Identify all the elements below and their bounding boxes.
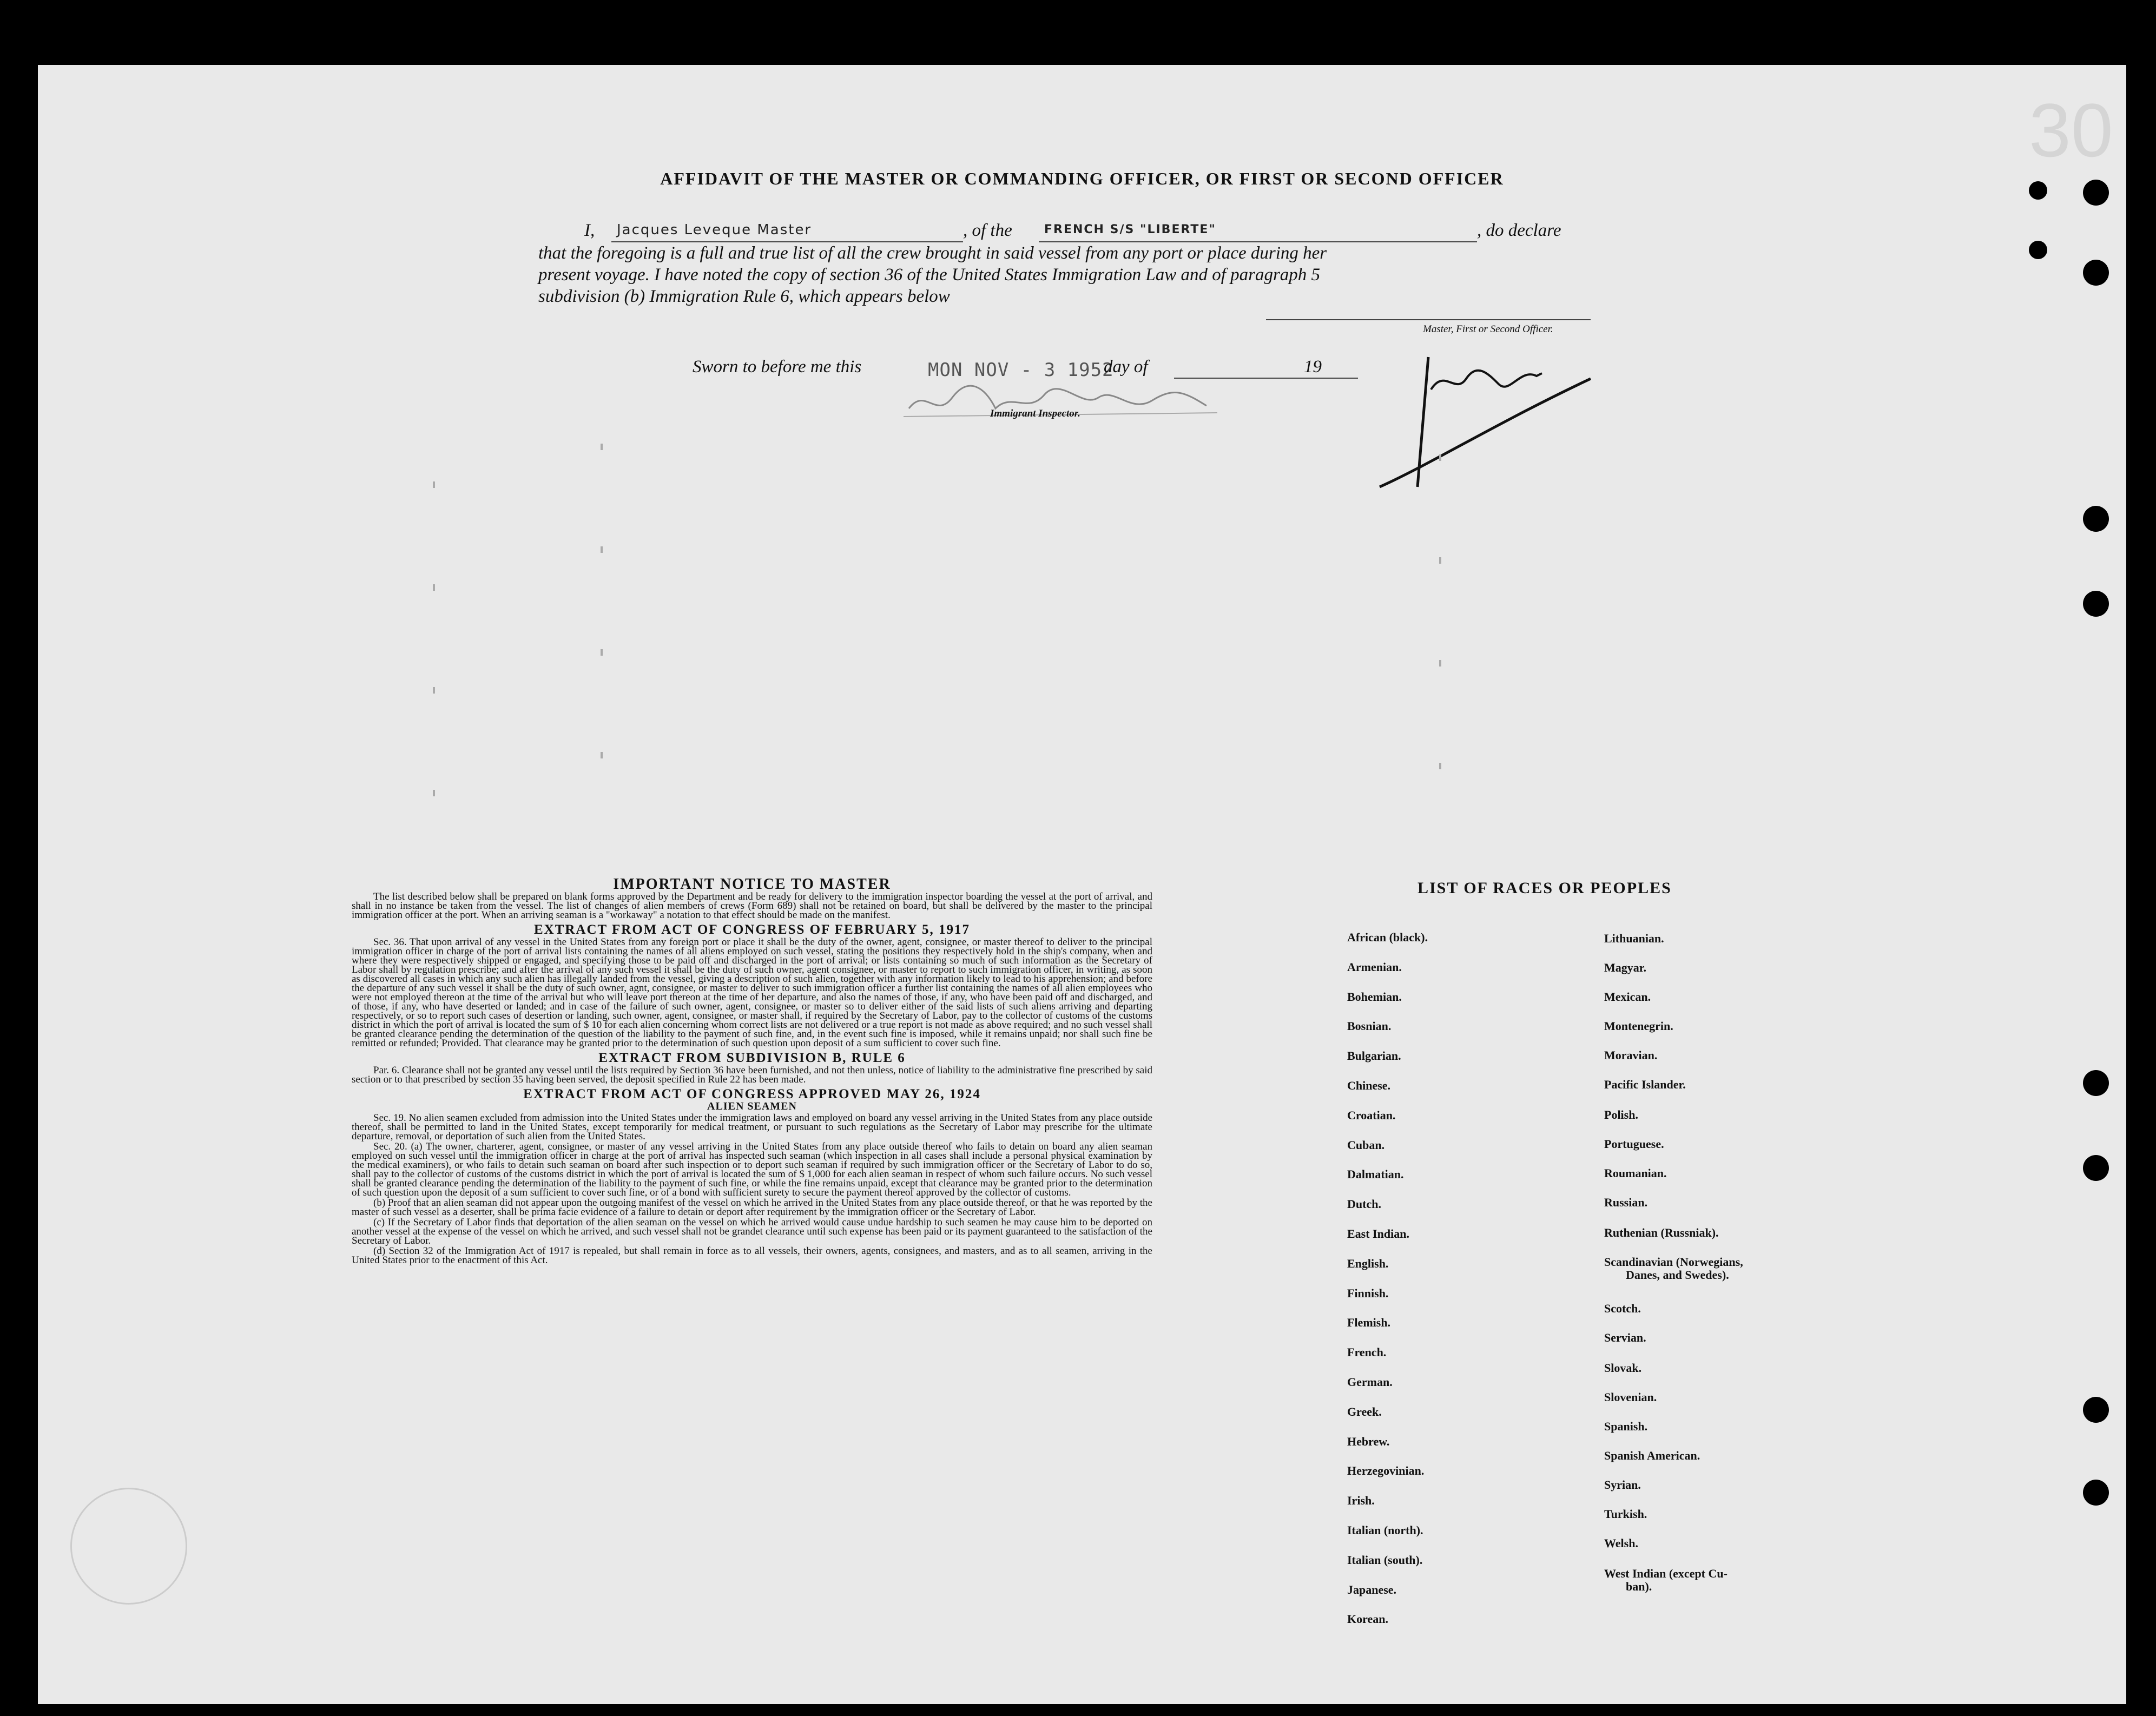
races-title: LIST OF RACES OR PEOPLES bbox=[1417, 879, 1672, 897]
extract3-sec19: Sec. 19. No alien seamen excluded from admission into the United States under the immigration laws and employed on board any vessel arriving in the United States from any place outside thereof, shall be permitted to land in the United States, except temporarily for medical treatment, or pursuant to such regulations as the Secretary of Labor may prescribe for the ultimate departure, removal, or deportation of such alien from the United States. bbox=[352, 1112, 1152, 1142]
faint-mark bbox=[1439, 763, 1441, 769]
race-item: Pacific Islander. bbox=[1604, 1078, 1686, 1091]
race-item: Herzegovinian. bbox=[1347, 1464, 1425, 1478]
race-item: Bosnian. bbox=[1347, 1019, 1392, 1033]
race-item: Slovak. bbox=[1604, 1361, 1642, 1375]
notice-title: IMPORTANT NOTICE TO MASTER bbox=[613, 876, 891, 893]
race-item: West Indian (except Cu- bbox=[1604, 1567, 1728, 1580]
embossed-seal bbox=[70, 1488, 187, 1605]
race-item: Hebrew. bbox=[1347, 1434, 1390, 1448]
race-item: Magyar. bbox=[1604, 961, 1647, 974]
race-item: ban). bbox=[1626, 1580, 1652, 1593]
declaration-i: I, bbox=[584, 221, 595, 240]
faint-mark bbox=[433, 481, 435, 488]
declaration-line-2: that the foregoing is a full and true list of all the crew brought in said vessel from any port or place during her bbox=[538, 243, 1327, 263]
race-item: Armenian. bbox=[1347, 960, 1402, 974]
race-item: Spanish American. bbox=[1604, 1449, 1700, 1462]
faint-mark bbox=[1439, 454, 1441, 461]
race-item: Turkish. bbox=[1604, 1507, 1647, 1521]
faint-mark bbox=[601, 752, 603, 758]
race-item: Moravian. bbox=[1604, 1048, 1658, 1062]
race-item: Spanish. bbox=[1604, 1420, 1648, 1433]
race-item: Korean. bbox=[1347, 1612, 1388, 1626]
vessel-name: FRENCH S/S "LIBERTE" bbox=[1044, 223, 1216, 236]
punch-hole bbox=[2083, 1480, 2109, 1506]
faint-mark bbox=[601, 444, 603, 450]
race-item: German. bbox=[1347, 1375, 1393, 1389]
race-item: Chinese. bbox=[1347, 1079, 1391, 1092]
document-page bbox=[38, 65, 2126, 1704]
punch-hole bbox=[2083, 1155, 2109, 1181]
sworn-text: Sworn to before me this bbox=[693, 357, 862, 377]
faint-mark bbox=[601, 546, 603, 553]
race-item: Scandinavian (Norwegians, bbox=[1604, 1255, 1743, 1269]
punch-hole bbox=[2083, 506, 2109, 532]
race-item: Finnish. bbox=[1347, 1286, 1389, 1300]
punch-hole bbox=[2083, 1397, 2109, 1423]
important-notice bbox=[352, 876, 1152, 1266]
extract3-sec20a: Sec. 20. (a) The owner, charterer, agent, consignee, or master of any vessel arriving in the United States from any place outside thereof who fails to detain on board any alien seaman employed on such vessel until the immigration officer in charge at the port of arrival has inspected such seaman (which inspection in all cases shall include a personal physical examination by the medical examiners), or who fails to detain such seaman on board after such inspection or to deport such seaman if required by such immigration officer or the Secretary of Labor to do so, shall pay to the collector of customs of the customs district in which the port of arrival is located the sum of $ 1,000 for each alien seaman in respect of whom such failure occurs. No such vessel shall be granted clearance pending the determination of the liability to the payment of such fine, or while the fine remains unpaid, except that clearance may be granted prior to the determination of such question upon the deposit of a sum sufficient to cover such fine, or of a bond with sufficient surety to secure the payment thereof approved by the collector of customs. bbox=[352, 1141, 1152, 1198]
punch-hole bbox=[2083, 1070, 2109, 1096]
race-item: Servian. bbox=[1604, 1331, 1646, 1344]
race-item: Montenegrin. bbox=[1604, 1019, 1673, 1033]
date-stamp: MON NOV - 3 1952 bbox=[928, 359, 1114, 381]
faint-mark bbox=[601, 649, 603, 656]
race-item: Italian (south). bbox=[1347, 1553, 1423, 1567]
vessel-name-rule bbox=[1039, 241, 1477, 242]
race-item: Polish. bbox=[1604, 1108, 1638, 1121]
master-name-rule bbox=[611, 241, 963, 242]
race-item: Bohemian. bbox=[1347, 989, 1402, 1004]
race-item: French. bbox=[1347, 1345, 1387, 1359]
race-item: Flemish. bbox=[1347, 1316, 1391, 1330]
race-item: Portuguese. bbox=[1604, 1137, 1664, 1151]
extract3-sec20b: (b) Proof that an alien seaman did not appear upon the outgoing manifest of the vessel on which he arrived in the United States from any place outside thereof, or that he was reported by the master of such vessel as a deserter, shall be prima facie evidence of a failure to detain or deport after requirement by the immigration officer or the Secretary of Labor. bbox=[352, 1197, 1152, 1218]
of-the-text: , of the bbox=[963, 221, 1012, 240]
race-item: Scotch. bbox=[1604, 1302, 1641, 1315]
extract1-title: EXTRACT FROM ACT OF CONGRESS OF FEBRUARY 5, 1917 bbox=[533, 922, 971, 937]
race-item: Bulgarian. bbox=[1347, 1049, 1401, 1063]
extract2-title: EXTRACT FROM SUBDIVISION B, RULE 6 bbox=[598, 1051, 906, 1065]
master-name: Jacques Leveque Master bbox=[617, 222, 812, 238]
extract3-subtitle: ALIEN SEAMEN bbox=[707, 1100, 797, 1112]
master-signature-rule bbox=[1266, 319, 1591, 320]
punch-hole bbox=[2083, 591, 2109, 617]
race-item: Ruthenian (Russniak). bbox=[1604, 1226, 1719, 1239]
faint-mark bbox=[433, 687, 435, 694]
master-signature bbox=[1363, 325, 1607, 492]
master-caption: Master, First or Second Officer. bbox=[1423, 324, 1553, 335]
inspector-caption: Immigrant Inspector. bbox=[990, 408, 1080, 419]
punch-hole bbox=[2029, 241, 2047, 259]
race-item: Cuban. bbox=[1347, 1138, 1385, 1152]
notice-body: The list described below shall be prepared on blank forms approved by the Department and be ready for delivery to the immigration inspector boarding the vessel at the port of arrival, and shall in no instance be taken from the vessel. The list of changes of alien members of crews (Form 689) shall not be retained on board, but shall be delivered by the master to the principal immigration officer at the port. When an arriving seaman is a "workaway" a notation to that effect should be made on the manifest. bbox=[352, 891, 1152, 921]
race-item: Irish. bbox=[1347, 1494, 1375, 1508]
race-item: Dutch. bbox=[1347, 1197, 1381, 1211]
declaration-line-3: present voyage. I have noted the copy of section 36 of the United States Immigration Law and of paragraph 5 bbox=[538, 265, 1321, 285]
bleed-through-mark: 30 bbox=[2029, 88, 2113, 173]
race-item: Croatian. bbox=[1347, 1108, 1396, 1122]
faint-mark bbox=[433, 790, 435, 796]
day-of-text: day of bbox=[1104, 357, 1148, 377]
race-item: Slovenian. bbox=[1604, 1390, 1657, 1404]
faint-mark bbox=[1439, 660, 1441, 666]
affidavit-title: AFFIDAVIT OF THE MASTER OR COMMANDING OFFICER, OR FIRST OR SECOND OFFICER bbox=[660, 169, 1504, 188]
race-item: English. bbox=[1347, 1256, 1389, 1270]
extract1-body: Sec. 36. That upon arrival of any vessel in the United States from any foreign port or place it shall be the duty of the owner, agent, consignee, or master thereof to deliver to the principal immigration officer in charge of the port of arrival lists containing the names of all aliens employed on such vessel, stating the positions they respectively hold in the ship's company, when and where they were respectively shipped or engaged, and specifying those to be paid off and discharged in the port of arrival; or lists containing so much of such information as the Secretary of Labor shall by regulation prescribe; and after the arrival of any such vessel it shall be the duty of such owner, agent consignee, or master to report to such immigration officer, in writing, as soon as discovered all cases in which any such alien has illegally landed from the vessel, giving a description of such alien, together with any information likely to lead to his apprehension; and before the departure of any such vessel it shall be the duty of such owner, agnt, consignee, or master to deliver to such immigration officer a further list containing the names of all alien employees who were not employed thereon at the time of the arrival but who will leave port thereon at the time of her departure, and also the names of those, if any, who have been paid off and discharged, and of those, if any, who have deserted or landed; and in case of the failure of such owner, agent, consignee, or master so to deliver either of the said lists of such aliens arriving and departing respectively, or so to report such cases of desertion or landing, such owner, agent, consignee, or master shall, if required by the Secretary of Labor, pay to the collector of customs of the customs district in which the port of arrival is located the sum of $ 10 for each alien concerning whom correct lists are not delivered or a true report is not made as above required; and no such vessel shall be granted clearance pending the determination of the question of the liability to the payment of such fine, and, in the event such fine is imposed, while it remains unpaid; nor shall such fine be remitted or refunded; Provided. That clearance may be granted prior to the determination of such question upon deposit of a sum sufficient to cover such fine. bbox=[352, 936, 1152, 1049]
declaration-line-4: subdivision (b) Immigration Rule 6, which appears below bbox=[538, 287, 950, 306]
race-item: Syrian. bbox=[1604, 1478, 1641, 1491]
year-prefix: 19 bbox=[1304, 357, 1322, 377]
extract2-body: Par. 6. Clearance shall not be granted any vessel until the lists required by Section 36 have been furnished, and not then unless, notice of liability to the administrative fine prescribed by said section or to that prescribed by section 35 having been served, the deposit specified in Rule 22 has been made. bbox=[352, 1065, 1152, 1085]
race-item: Mexican. bbox=[1604, 990, 1651, 1004]
race-item: Russian. bbox=[1604, 1196, 1648, 1209]
race-item: Lithuanian. bbox=[1604, 932, 1664, 945]
inspector-signature bbox=[904, 376, 1228, 430]
race-item: Danes, and Swedes). bbox=[1626, 1268, 1729, 1282]
extract3-title: EXTRACT FROM ACT OF CONGRESS APPROVED MAY 26, 1924 bbox=[523, 1087, 981, 1101]
faint-mark bbox=[1439, 557, 1441, 564]
extract3-sec20c: (c) If the Secretary of Labor finds that deportation of the alien seaman on the vessel on which he arrived would cause undue hardship to such seamen he may cause him to be deported on another vessel at the expense of the vessel on which he arrived, and such vessel shall not be grandet clearance until such expense has been paid or its payment guaranteed to the satisfaction of the Secretary of Labor. bbox=[352, 1217, 1152, 1246]
race-item: Japanese. bbox=[1347, 1582, 1397, 1596]
race-item: Roumanian. bbox=[1604, 1166, 1667, 1180]
race-item: Dalmatian. bbox=[1347, 1167, 1404, 1182]
punch-hole bbox=[2083, 260, 2109, 286]
extract3-sec20d: (d) Section 32 of the Immigration Act of 1917 is repealed, but shall remain in force as to all vessels, their owners, agents, consignees, and masters, and as to all seamen, arriving in the United States prior to the enactment of this Act. bbox=[352, 1245, 1152, 1266]
race-item: East Indian. bbox=[1347, 1227, 1409, 1240]
race-item: Greek. bbox=[1347, 1404, 1382, 1418]
race-item: Welsh. bbox=[1604, 1536, 1638, 1550]
race-item: African (black). bbox=[1347, 930, 1428, 944]
race-item: Italian (north). bbox=[1347, 1523, 1423, 1537]
faint-mark bbox=[433, 584, 435, 591]
do-declare-text: , do declare bbox=[1477, 221, 1561, 240]
